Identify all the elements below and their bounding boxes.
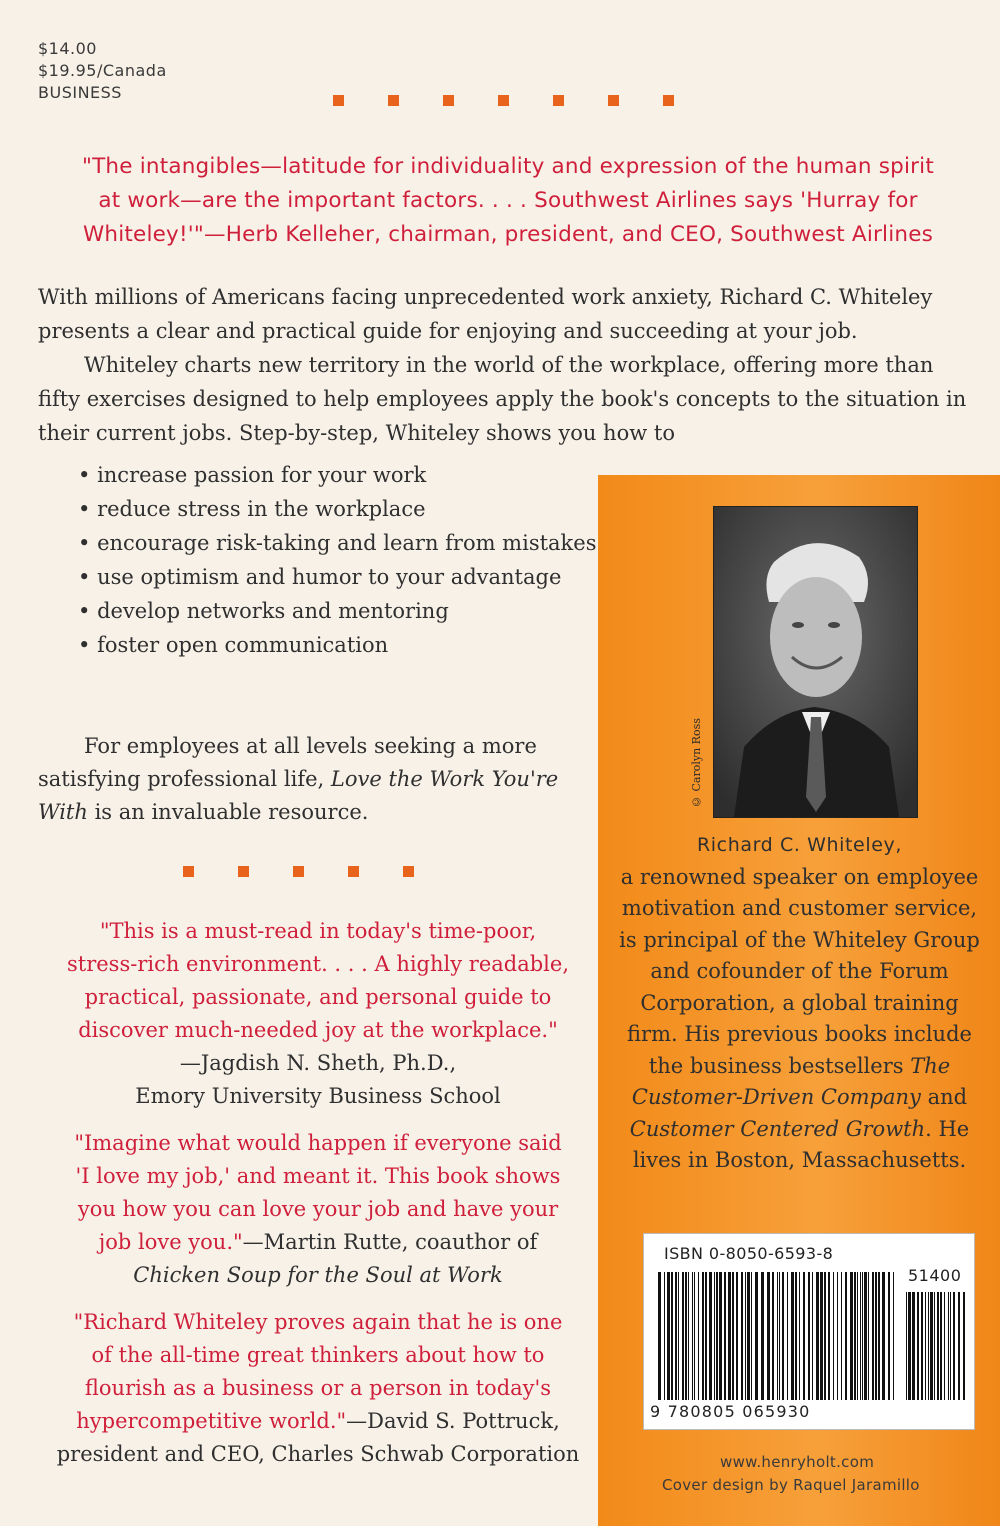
endorsements <box>38 915 598 1485</box>
barcode-bar <box>958 1292 960 1400</box>
square-icon <box>608 95 619 106</box>
author-photo <box>713 506 918 818</box>
quote-line-with-attribution <box>38 1226 598 1259</box>
barcode-bar <box>724 1272 726 1400</box>
barcode-bar <box>850 1272 853 1400</box>
cover-design-credit: Cover design by Raquel Jaramillo <box>662 1476 920 1494</box>
barcode-bar <box>682 1272 684 1400</box>
barcode-bar <box>948 1292 949 1400</box>
quote-line: job love you." <box>98 1230 243 1254</box>
author-portrait-icon <box>714 507 917 817</box>
barcode-bar <box>857 1272 858 1400</box>
barcode-bar <box>944 1292 945 1400</box>
barcode-bar <box>688 1272 689 1400</box>
barcode-bar <box>777 1272 778 1400</box>
author-bio <box>612 830 987 1177</box>
closing-paragraph <box>38 730 598 829</box>
square-icon <box>443 95 454 106</box>
barcode-bar <box>705 1272 707 1400</box>
barcode-bar <box>882 1272 885 1400</box>
square-icon <box>333 95 344 106</box>
quote-line: 'I love my job,' and meant it. This book shows <box>75 1164 561 1188</box>
quote-line: "Richard Whiteley proves again that he is one <box>73 1310 563 1334</box>
quote-line: stress-rich environment. . . . A highly readable, <box>66 952 569 976</box>
quote-line: you how you can love your job and have your <box>77 1197 559 1221</box>
decorative-squares-middle <box>183 866 414 877</box>
barcode-bar <box>925 1292 926 1400</box>
list-item: • develop networks and mentoring <box>78 594 598 628</box>
quote-attribution: Emory University Business School <box>135 1084 501 1108</box>
list-item: • increase passion for your work <box>78 458 598 492</box>
barcode-bar <box>795 1272 797 1400</box>
barcode-bar <box>828 1272 830 1400</box>
isbn-label: ISBN 0-8050-6593-8 <box>664 1244 834 1263</box>
endorsement-quote <box>38 1306 598 1471</box>
quote-attribution-book <box>38 1259 598 1292</box>
barcode-bar <box>702 1272 704 1400</box>
barcode-bar <box>779 1272 780 1400</box>
quote-attribution: president and CEO, Charles Schwab Corporation <box>56 1442 580 1466</box>
barcode-bar <box>934 1292 935 1400</box>
decorative-squares-top <box>333 95 674 106</box>
barcode-bar <box>667 1272 670 1400</box>
barcode-bar <box>912 1292 915 1400</box>
ean-number: 9 780805 065930 <box>650 1402 811 1421</box>
square-icon <box>403 866 414 877</box>
barcode-bar <box>741 1272 743 1400</box>
barcode-bar <box>772 1272 774 1400</box>
quote-line: "Imagine what would happen if everyone said <box>74 1131 562 1155</box>
barcode-bar <box>930 1292 933 1400</box>
barcode-bar <box>917 1292 919 1400</box>
barcode-bar <box>767 1272 770 1400</box>
lead-quote <box>38 150 978 252</box>
barcode-bar <box>950 1292 951 1400</box>
barcode-bar <box>940 1292 942 1400</box>
author-name: Richard C. Whiteley, <box>696 834 903 856</box>
intro-paragraph: With millions of Americans facing unprecedented work anxiety, Richard C. Whiteley presents a clear and practical guide for enjoying and succeeding at your job. <box>38 285 933 343</box>
barcode-bar <box>675 1272 677 1400</box>
book-title: The Customer-Driven Company <box>631 1053 951 1109</box>
barcode-bar <box>787 1272 788 1400</box>
benefit-list <box>78 458 598 662</box>
barcode-bar <box>714 1272 715 1400</box>
quote-attribution: —David S. Pottruck, <box>346 1409 560 1433</box>
intro-text <box>38 280 973 450</box>
photo-credit: © Carolyn Ross <box>690 718 703 808</box>
barcode <box>643 1233 975 1430</box>
quote-line: practical, passionate, and personal guide to <box>84 985 552 1009</box>
endorsement-quote <box>38 1127 598 1292</box>
category-label: BUSINESS <box>38 83 122 102</box>
list-item: • encourage risk-taking and learn from mistakes <box>78 526 598 560</box>
barcode-bar <box>751 1272 752 1400</box>
square-icon <box>498 95 509 106</box>
lead-quote-line: "The intangibles—latitude for individuality and expression of the human spirit <box>82 154 934 179</box>
closing-before: For employees at all levels seeking a more satisfying professional life, <box>38 734 537 791</box>
barcode-bar <box>747 1272 750 1400</box>
barcode-bar <box>791 1272 794 1400</box>
barcode-bar <box>888 1272 890 1400</box>
barcode-bar <box>736 1272 738 1400</box>
closing-after: is an invaluable resource. <box>87 800 369 824</box>
square-icon <box>293 866 304 877</box>
quote-line: discover much-needed joy at the workplace." <box>78 1018 558 1042</box>
square-icon <box>183 866 194 877</box>
barcode-bar <box>761 1272 764 1400</box>
barcode-bar <box>803 1272 805 1400</box>
barcode-bar <box>906 1292 907 1400</box>
lead-quote-line: Whiteley!'"—Herb Kelleher, chairman, president, and CEO, Southwest Airlines <box>82 222 934 247</box>
lead-quote-line: at work—are the important factors. . . . Southwest Airlines says 'Hurray for <box>98 188 918 213</box>
barcode-bar <box>953 1292 955 1400</box>
barcode-bar <box>875 1272 877 1400</box>
bio-text: and <box>920 1085 968 1109</box>
barcode-bar <box>664 1272 665 1400</box>
book-title: Love the Work You're With <box>38 767 559 824</box>
barcode-bar <box>745 1272 746 1400</box>
closing-text <box>38 730 598 829</box>
quote-attribution: —Martin Rutte, coauthor of <box>242 1230 538 1254</box>
barcode-bar <box>872 1272 874 1400</box>
square-icon <box>663 95 674 106</box>
barcode-bar <box>860 1272 861 1400</box>
barcode-bar <box>719 1272 722 1400</box>
quote-line: "This is a must-read in today's time-poor, <box>99 919 537 943</box>
barcode-bar <box>799 1272 800 1400</box>
barcode-bar <box>893 1272 894 1400</box>
book-title: Chicken Soup for the Soul at Work <box>133 1263 503 1287</box>
barcode-bar <box>698 1272 699 1400</box>
bio-text: a renowned speaker on employee motivation and customer service, is principal of the Whiteley Group and cofounder of the Forum Corporation, a global training firm. His previous books include the business bestsellers <box>619 864 980 1078</box>
price-block <box>38 38 167 104</box>
book-title: Customer Centered Growth <box>629 1116 926 1141</box>
quote-line: of the all-time great thinkers about how to <box>91 1343 545 1367</box>
barcode-bar <box>678 1272 679 1400</box>
price-us: $14.00 <box>38 39 97 58</box>
quote-line-with-attribution <box>38 1405 598 1438</box>
list-item: • reduce stress in the workplace <box>78 492 598 526</box>
barcode-bar <box>816 1272 819 1400</box>
barcode-bar <box>692 1272 693 1400</box>
price-canada: $19.95/Canada <box>38 61 167 80</box>
endorsement-quote <box>38 915 598 1113</box>
barcode-bar <box>878 1272 880 1400</box>
bio-paragraph <box>612 862 987 1177</box>
barcode-bar <box>921 1292 923 1400</box>
barcode-bar <box>782 1272 784 1400</box>
quote-attribution: —Jagdish N. Sheth, Ph.D., <box>179 1051 457 1075</box>
barcode-bar <box>824 1272 826 1400</box>
square-icon <box>388 95 399 106</box>
barcode-bar <box>868 1272 869 1400</box>
barcode-bar <box>808 1272 810 1400</box>
barcode-bar <box>820 1272 823 1400</box>
publisher-website: www.henryholt.com <box>720 1453 875 1471</box>
barcode-bar <box>728 1272 731 1400</box>
square-icon <box>348 866 359 877</box>
barcode-bar <box>864 1272 867 1400</box>
list-item: • use optimism and humor to your advantage <box>78 560 598 594</box>
barcode-bar <box>671 1272 673 1400</box>
square-icon <box>553 95 564 106</box>
barcode-bar <box>928 1292 929 1400</box>
barcode-bar <box>837 1272 838 1400</box>
price-code: 51400 <box>908 1266 962 1285</box>
bio-text: . He lives in Boston, Massachusetts. <box>632 1116 970 1172</box>
barcode-bar <box>709 1272 712 1400</box>
barcode-bar <box>845 1272 847 1400</box>
barcode-bar <box>812 1272 813 1400</box>
barcode-bar <box>937 1292 939 1400</box>
price-barcode-icon <box>906 1292 968 1400</box>
barcode-bar <box>908 1292 911 1400</box>
intro-paragraph: Whiteley charts new territory in the world of the workplace, offering more than fifty exercises designed to help employees apply the book's concepts to the situation in their current jobs. Step-by-step, Whiteley shows you how to <box>38 353 967 445</box>
square-icon <box>238 866 249 877</box>
barcode-bar <box>963 1292 965 1400</box>
list-item: • foster open communication <box>78 628 598 662</box>
quote-line: flourish as a business or a person in today's <box>84 1376 552 1400</box>
barcode-bars-icon <box>658 1272 898 1400</box>
barcode-bar <box>658 1272 661 1400</box>
barcode-bar <box>694 1272 695 1400</box>
barcode-bar <box>716 1272 718 1400</box>
barcode-bar <box>854 1272 856 1400</box>
barcode-bar <box>732 1272 734 1400</box>
quote-line: hypercompetitive world." <box>76 1409 347 1433</box>
barcode-bar <box>833 1272 834 1400</box>
barcode-bar <box>841 1272 842 1400</box>
barcode-bar <box>685 1272 687 1400</box>
barcode-bar <box>862 1272 863 1400</box>
barcode-bar <box>755 1272 758 1400</box>
